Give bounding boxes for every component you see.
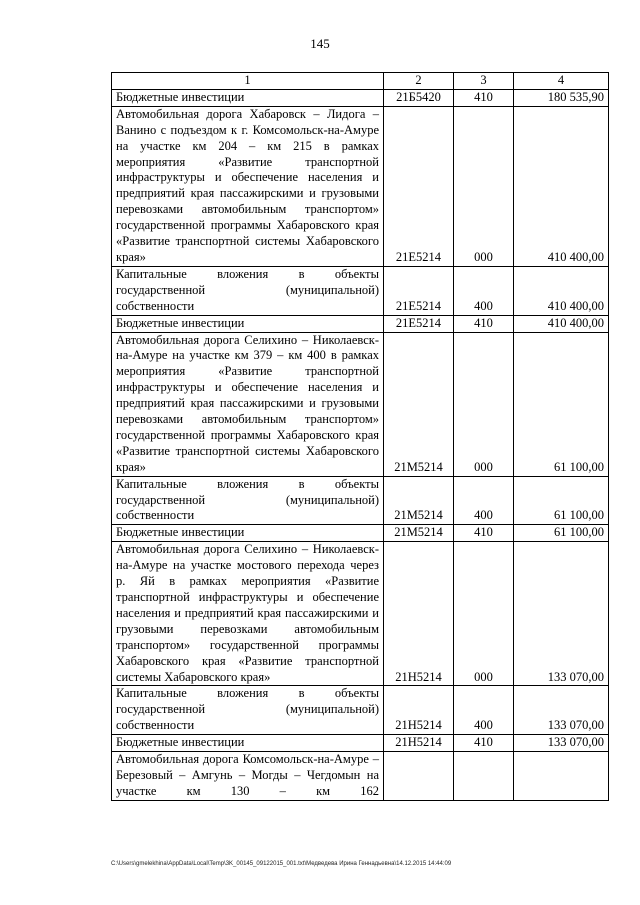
row-name: Бюджетные инвестиции — [112, 735, 384, 752]
row-target-code: 21Е5214 — [384, 315, 454, 332]
row-target-code: 21М5214 — [384, 525, 454, 542]
table-row — [112, 106, 609, 266]
row-name: Автомобильная дорога Хабаровск – Лидога – Ванино с подъездом к г. Комсомольск-на-Амуре на участке км 204 – км 215 в рамках мероприятия «Развитие транспортной инфраструктуры и обеспечение населения и предприятий края пассажирскими и грузовыми перевозками автомобильным транспортом» государственной программы Хабаровского края «Развитие транспортной системы Хабаровского края» — [112, 106, 384, 266]
row-name: Автомобильная дорога Комсомольск-на-Амуре – Березовый – Амгунь – Могды – Чегдомын на участке км 130 – км 162 — [112, 752, 384, 801]
row-target-code: 21Е5214 — [384, 266, 454, 315]
row-expense-type: 000 — [454, 542, 514, 686]
row-sum: 61 100,00 — [514, 476, 609, 525]
row-expense-type: 410 — [454, 735, 514, 752]
row-sum: 410 400,00 — [514, 106, 609, 266]
row-name: Капитальные вложения в объекты государственной (муниципальной) собственности — [112, 266, 384, 315]
budget-table — [111, 72, 609, 801]
row-target-code: 21Е5214 — [384, 106, 454, 266]
table-row — [112, 332, 609, 476]
table-row — [112, 542, 609, 686]
row-name: Автомобильная дорога Селихино – Николаевск-на-Амуре на участке мостового перехода через р. Яй в рамках мероприятия «Развитие транспортной инфраструктуры и обеспечение населения и предприятий края пассажирскими и грузовыми перевозками автомобильным транспортом» государственной программы Хабаровского края «Развитие транспортной системы Хабаровского края» — [112, 542, 384, 686]
row-name: Капитальные вложения в объекты государственной (муниципальной) собственности — [112, 686, 384, 735]
table-row — [112, 525, 609, 542]
column-header-4: 4 — [514, 73, 609, 90]
row-name: Капитальные вложения в объекты государственной (муниципальной) собственности — [112, 476, 384, 525]
row-name: Бюджетные инвестиции — [112, 89, 384, 106]
table-header-row — [112, 73, 609, 90]
row-sum: 410 400,00 — [514, 315, 609, 332]
document-file-path: C:\Users\gmelekhina\AppData\Local\Temp\3K_00145_09122015_001.txt\Медведева Ирина Геннадьевна\14.12.2015 14:44:09 — [111, 861, 452, 867]
table-row — [112, 686, 609, 735]
row-target-code: 21Б5420 — [384, 89, 454, 106]
column-header-1: 1 — [112, 73, 384, 90]
row-target-code: 21Н5214 — [384, 735, 454, 752]
row-sum: 133 070,00 — [514, 542, 609, 686]
row-sum: 410 400,00 — [514, 266, 609, 315]
table-row — [112, 266, 609, 315]
table-row — [112, 315, 609, 332]
row-expense-type: 000 — [454, 332, 514, 476]
row-sum: 133 070,00 — [514, 735, 609, 752]
row-target-code — [384, 752, 454, 801]
row-expense-type: 410 — [454, 315, 514, 332]
row-target-code: 21Н5214 — [384, 686, 454, 735]
table-row — [112, 752, 609, 801]
column-header-3: 3 — [454, 73, 514, 90]
row-expense-type: 000 — [454, 106, 514, 266]
row-name: Бюджетные инвестиции — [112, 315, 384, 332]
row-sum: 61 100,00 — [514, 332, 609, 476]
page-number: 145 — [310, 36, 330, 51]
row-sum: 180 535,90 — [514, 89, 609, 106]
row-name: Бюджетные инвестиции — [112, 525, 384, 542]
row-target-code: 21М5214 — [384, 476, 454, 525]
row-sum — [514, 752, 609, 801]
row-expense-type: 410 — [454, 525, 514, 542]
row-name: Автомобильная дорога Селихино – Николаевск-на-Амуре на участке км 379 – км 400 в рамках мероприятия «Развитие транспортной инфраструктуры и обеспечение населения и предприятий края пассажирскими и грузовыми перевозками автомобильным транспортом» государственной программы Хабаровского края «Развитие транспортной системы Хабаровского края» — [112, 332, 384, 476]
row-expense-type — [454, 752, 514, 801]
row-expense-type: 400 — [454, 686, 514, 735]
row-expense-type: 400 — [454, 476, 514, 525]
row-sum: 133 070,00 — [514, 686, 609, 735]
table-row — [112, 89, 609, 106]
row-target-code: 21Н5214 — [384, 542, 454, 686]
row-expense-type: 410 — [454, 89, 514, 106]
row-sum: 61 100,00 — [514, 525, 609, 542]
table-row — [112, 735, 609, 752]
row-expense-type: 400 — [454, 266, 514, 315]
table-row — [112, 476, 609, 525]
row-target-code: 21М5214 — [384, 332, 454, 476]
column-header-2: 2 — [384, 73, 454, 90]
